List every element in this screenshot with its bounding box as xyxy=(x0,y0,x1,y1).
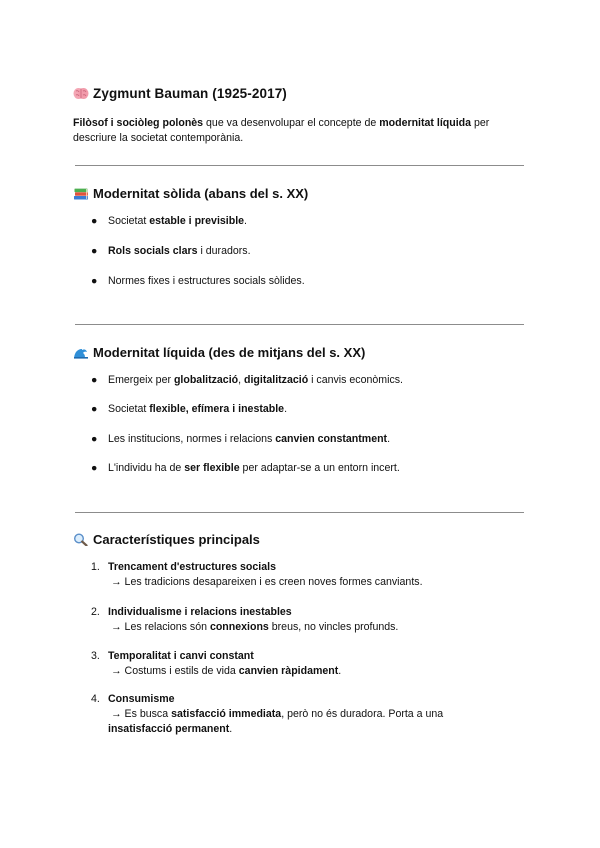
list-item: ● L'individu ha de ser flexible per adaptar-se a un entorn incert. xyxy=(91,462,400,474)
section-divider xyxy=(75,324,524,325)
list-item: ● Emergeix per globalització, digitalització i canvis econòmics. xyxy=(91,374,403,386)
features-heading: Característiques principals xyxy=(73,532,260,547)
solid-modernity-heading: Modernitat sòlida (abans del s. XX) xyxy=(73,186,308,201)
liquid-modernity-heading: Modernitat líquida (des de mitjans del s. XX) xyxy=(73,345,365,360)
intro-paragraph: Filòsof i sociòleg polonès que va desenvolupar el concepte de modernitat líquida per descriure la societat contemporània. xyxy=(73,117,490,144)
list-item: ● Societat estable i previsible. xyxy=(91,215,247,227)
list-item: ● Les institucions, normes i relacions canvien constantment. xyxy=(91,433,391,445)
wave-icon xyxy=(73,346,89,359)
section-divider xyxy=(75,165,524,166)
magnifier-icon xyxy=(73,533,89,546)
list-item: ● Rols socials clars i duradors. xyxy=(91,245,251,257)
section-divider xyxy=(75,512,524,513)
brain-icon xyxy=(73,87,89,100)
list-item: ● Normes fixes i estructures socials sòlides. xyxy=(91,275,305,287)
page-title: Zygmunt Bauman (1925-2017) xyxy=(73,86,287,101)
books-icon xyxy=(73,187,89,200)
list-item: ● Societat flexible, efímera i inestable. xyxy=(91,403,288,415)
document-page: Zygmunt Bauman (1925-2017) Filòsof i sociòleg polonès que va desenvolupar el concepte de modernitat líquida per descriure la societat contemporània. Modernitat sòlida (abans del s. XX) ● Societat estable i previsible. ● Rols socials clars i duradors. ● Normes fixes i estructures socials sòlides. Modernitat líquida (des de mitjans del s. XX) ● Emergeix per globalització, digitalització i canvis econòmics. ● Societat flexible, efímera i inestable. ● Les institucions, normes i relacions canvien constantment. ● L'individu ha de ser flexible per adaptar-se a un entorn incert. Característiques principals 1. Trencament d'estructures socials → Les tradicions desapareixen i es creen noves formes canviants. 2. Individualisme i relacions inestables → Les relacions són connexions breus, no vincles profunds. 3. Temporalitat i canvi constant → Costums i estils de vida canvien ràpidament. 4. Consumisme → Es busca satisfacció immediata, però no és duradora. Porta a una insatisfacció permanent. xyxy=(0,0,600,848)
